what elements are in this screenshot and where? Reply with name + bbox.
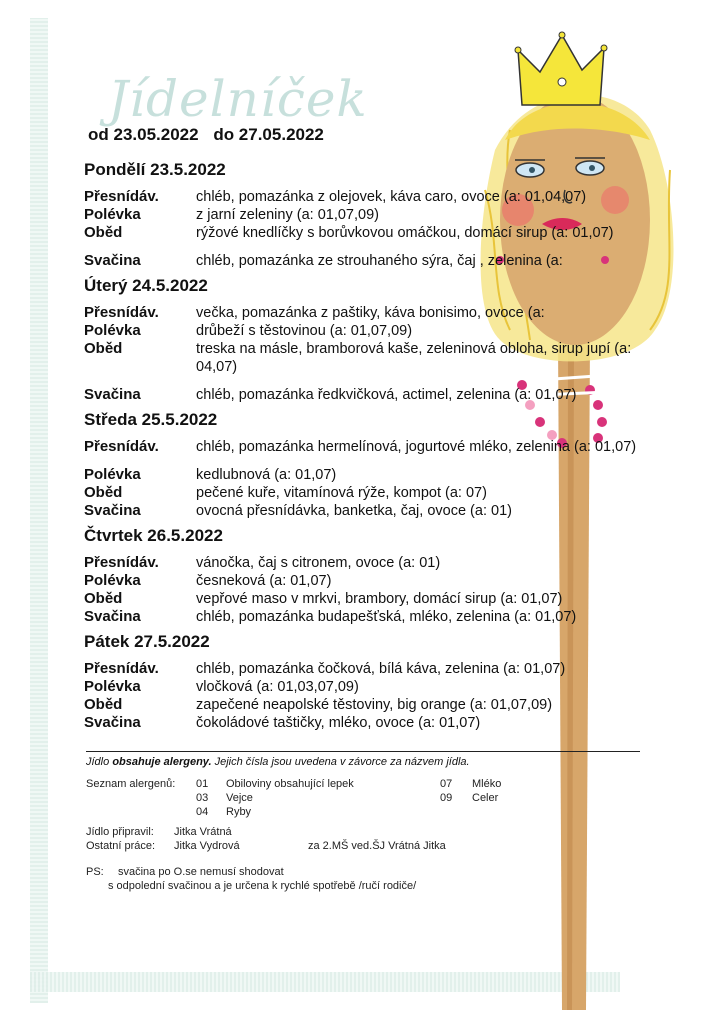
meal-row <box>84 678 664 696</box>
allergen-code: 01 <box>196 778 209 790</box>
meal-row <box>84 322 664 340</box>
meal-text: pečené kuře, vitamínová rýže, kompot (a: 07) <box>196 485 487 501</box>
meal-label: Svačina <box>84 502 141 519</box>
day-wednesday <box>84 410 664 520</box>
date-to: do 27.05.2022 <box>213 125 324 144</box>
ps-line-1: svačina po O.se nemusí shodovat <box>118 866 284 878</box>
ps-label: PS: <box>86 866 104 878</box>
meal-label: Přesnídáv. <box>84 188 159 205</box>
meal-label: Svačina <box>84 252 141 269</box>
meal-label: Přesnídáv. <box>84 554 159 571</box>
meal-text: rýžové knedlíčky s borůvkovou omáčkou, domácí sirup (a: 01,07) <box>196 225 614 241</box>
meal-row <box>84 188 664 206</box>
allergen-name: Vejce <box>226 792 253 804</box>
meal-text: chléb, pomazánka budapešťská, mléko, zelenina (a: 01,07) <box>196 609 577 625</box>
meal-label: Polévka <box>84 466 141 483</box>
day-friday <box>84 632 664 732</box>
allergen-name: Ryby <box>226 806 252 818</box>
meal-row <box>84 608 664 626</box>
menu-title-script: Jídelníček <box>108 70 368 128</box>
allergen-code: 09 <box>440 792 453 804</box>
meal-text: zapečené neapolské těstoviny, big orange (a: 01,07,09) <box>196 697 553 713</box>
allergen-name: Obiloviny obsahující lepek <box>226 778 354 790</box>
day-title: Úterý 24.5.2022 <box>84 276 208 295</box>
meal-row <box>84 224 664 242</box>
day-thursday <box>84 526 664 626</box>
allergen-list-label: Seznam alergenů: <box>86 778 176 790</box>
meal-text: čokoládové taštičky, mléko, ovoce (a: 01,07) <box>196 715 481 731</box>
meal-text: kedlubnová (a: 01,07) <box>196 467 337 483</box>
date-from: od 23.05.2022 <box>88 125 199 144</box>
meal-text: chléb, pomazánka čočková, bílá káva, zelenina (a: 01,07) <box>196 661 566 677</box>
allergen-note-bold: obsahuje alergeny. <box>112 756 212 768</box>
other-work-label: Ostatní práce: <box>86 840 156 852</box>
meal-row <box>84 438 664 456</box>
meal-row <box>84 386 664 404</box>
meal-text: večka, pomazánka z paštiky, káva bonisimo, ovoce (a: <box>196 305 545 321</box>
meal-row <box>84 590 664 608</box>
allergen-note <box>86 751 640 768</box>
meal-text: vánočka, čaj s citronem, ovoce (a: 01) <box>196 555 441 571</box>
meal-text: ovocná přesnídávka, banketka, čaj, ovoce (a: 01) <box>196 503 512 519</box>
meal-row <box>84 252 664 270</box>
meal-label: Polévka <box>84 572 141 589</box>
meal-text: chléb, pomazánka ředkvičková, actimel, zelenina (a: 01,07) <box>196 387 577 403</box>
meal-label: Oběd <box>84 340 123 357</box>
meal-label: Polévka <box>84 322 141 339</box>
meal-row <box>84 696 664 714</box>
allergen-note-prefix: Jídlo <box>86 756 110 768</box>
meal-row <box>84 714 664 732</box>
meal-text: vepřové maso v mrkvi, brambory, domácí sirup (a: 01,07) <box>196 591 563 607</box>
meal-text: z jarní zeleniny (a: 01,07,09) <box>196 207 379 223</box>
meal-text: česneková (a: 01,07) <box>196 573 332 589</box>
meal-label: Svačina <box>84 386 141 403</box>
day-title: Středa 25.5.2022 <box>84 410 218 429</box>
meal-label: Polévka <box>84 678 141 695</box>
decorative-border-left <box>30 18 48 1003</box>
meal-text: chléb, pomazánka hermelínová, jogurtové mléko, zelenina (a: 01,07) <box>196 439 637 455</box>
meal-row <box>84 304 664 322</box>
meal-label: Oběd <box>84 590 123 607</box>
meal-row <box>84 660 664 678</box>
meal-label: Svačina <box>84 714 141 731</box>
meal-row <box>84 502 664 520</box>
meal-label: Přesnídáv. <box>84 304 159 321</box>
prepared-name: Jitka Vrátná <box>174 826 232 838</box>
allergen-code: 04 <box>196 806 209 818</box>
prepared-label: Jídlo připravil: <box>86 826 154 838</box>
meal-text: chléb, pomazánka z olejovek, káva caro, ovoce (a: 01,04,07) <box>196 189 587 205</box>
meal-label: Oběd <box>84 484 123 501</box>
allergen-name: Mléko <box>472 778 502 790</box>
other-work-name: Jitka Vydrová <box>174 840 240 852</box>
signature-text: za 2.MŠ ved.ŠJ Vrátná Jitka <box>308 840 446 852</box>
weekly-menu <box>84 160 664 738</box>
meal-text: chléb, pomazánka ze strouhaného sýra, čaj , zelenina (a: <box>196 253 563 269</box>
meal-label: Svačina <box>84 608 141 625</box>
meal-label: Polévka <box>84 206 141 223</box>
day-monday <box>84 160 664 270</box>
allergen-code: 03 <box>196 792 209 804</box>
allergen-note-rest: Jejich čísla jsou uvedena v závorce za názvem jídla. <box>214 756 470 768</box>
meal-row <box>84 554 664 572</box>
meal-row <box>84 572 664 590</box>
meal-text: drůbeží s těstovinou (a: 01,07,09) <box>196 323 413 339</box>
day-tuesday <box>84 276 664 404</box>
allergen-name: Celer <box>472 792 499 804</box>
meal-label: Oběd <box>84 224 123 241</box>
day-title: Pátek 27.5.2022 <box>84 632 210 651</box>
meal-label: Přesnídáv. <box>84 660 159 677</box>
date-range <box>88 125 334 145</box>
crown-icon <box>518 35 604 105</box>
meal-row <box>84 466 664 484</box>
meal-text: vločková (a: 01,03,07,09) <box>196 679 359 695</box>
day-title: Čtvrtek 26.5.2022 <box>84 526 223 545</box>
meal-row <box>84 340 664 376</box>
meal-label: Přesnídáv. <box>84 438 159 455</box>
meal-text: treska na másle, bramborová kaše, zeleninová obloha, sirup jupí (a: 04,07) <box>196 341 632 375</box>
allergen-code: 07 <box>440 778 453 790</box>
ps-line-2: s odpolední svačinou a je určena k rychlé spotřebě /ručí rodiče/ <box>108 880 417 892</box>
meal-row <box>84 206 664 224</box>
meal-row <box>84 484 664 502</box>
meal-label: Oběd <box>84 696 123 713</box>
day-title: Pondělí 23.5.2022 <box>84 160 226 179</box>
